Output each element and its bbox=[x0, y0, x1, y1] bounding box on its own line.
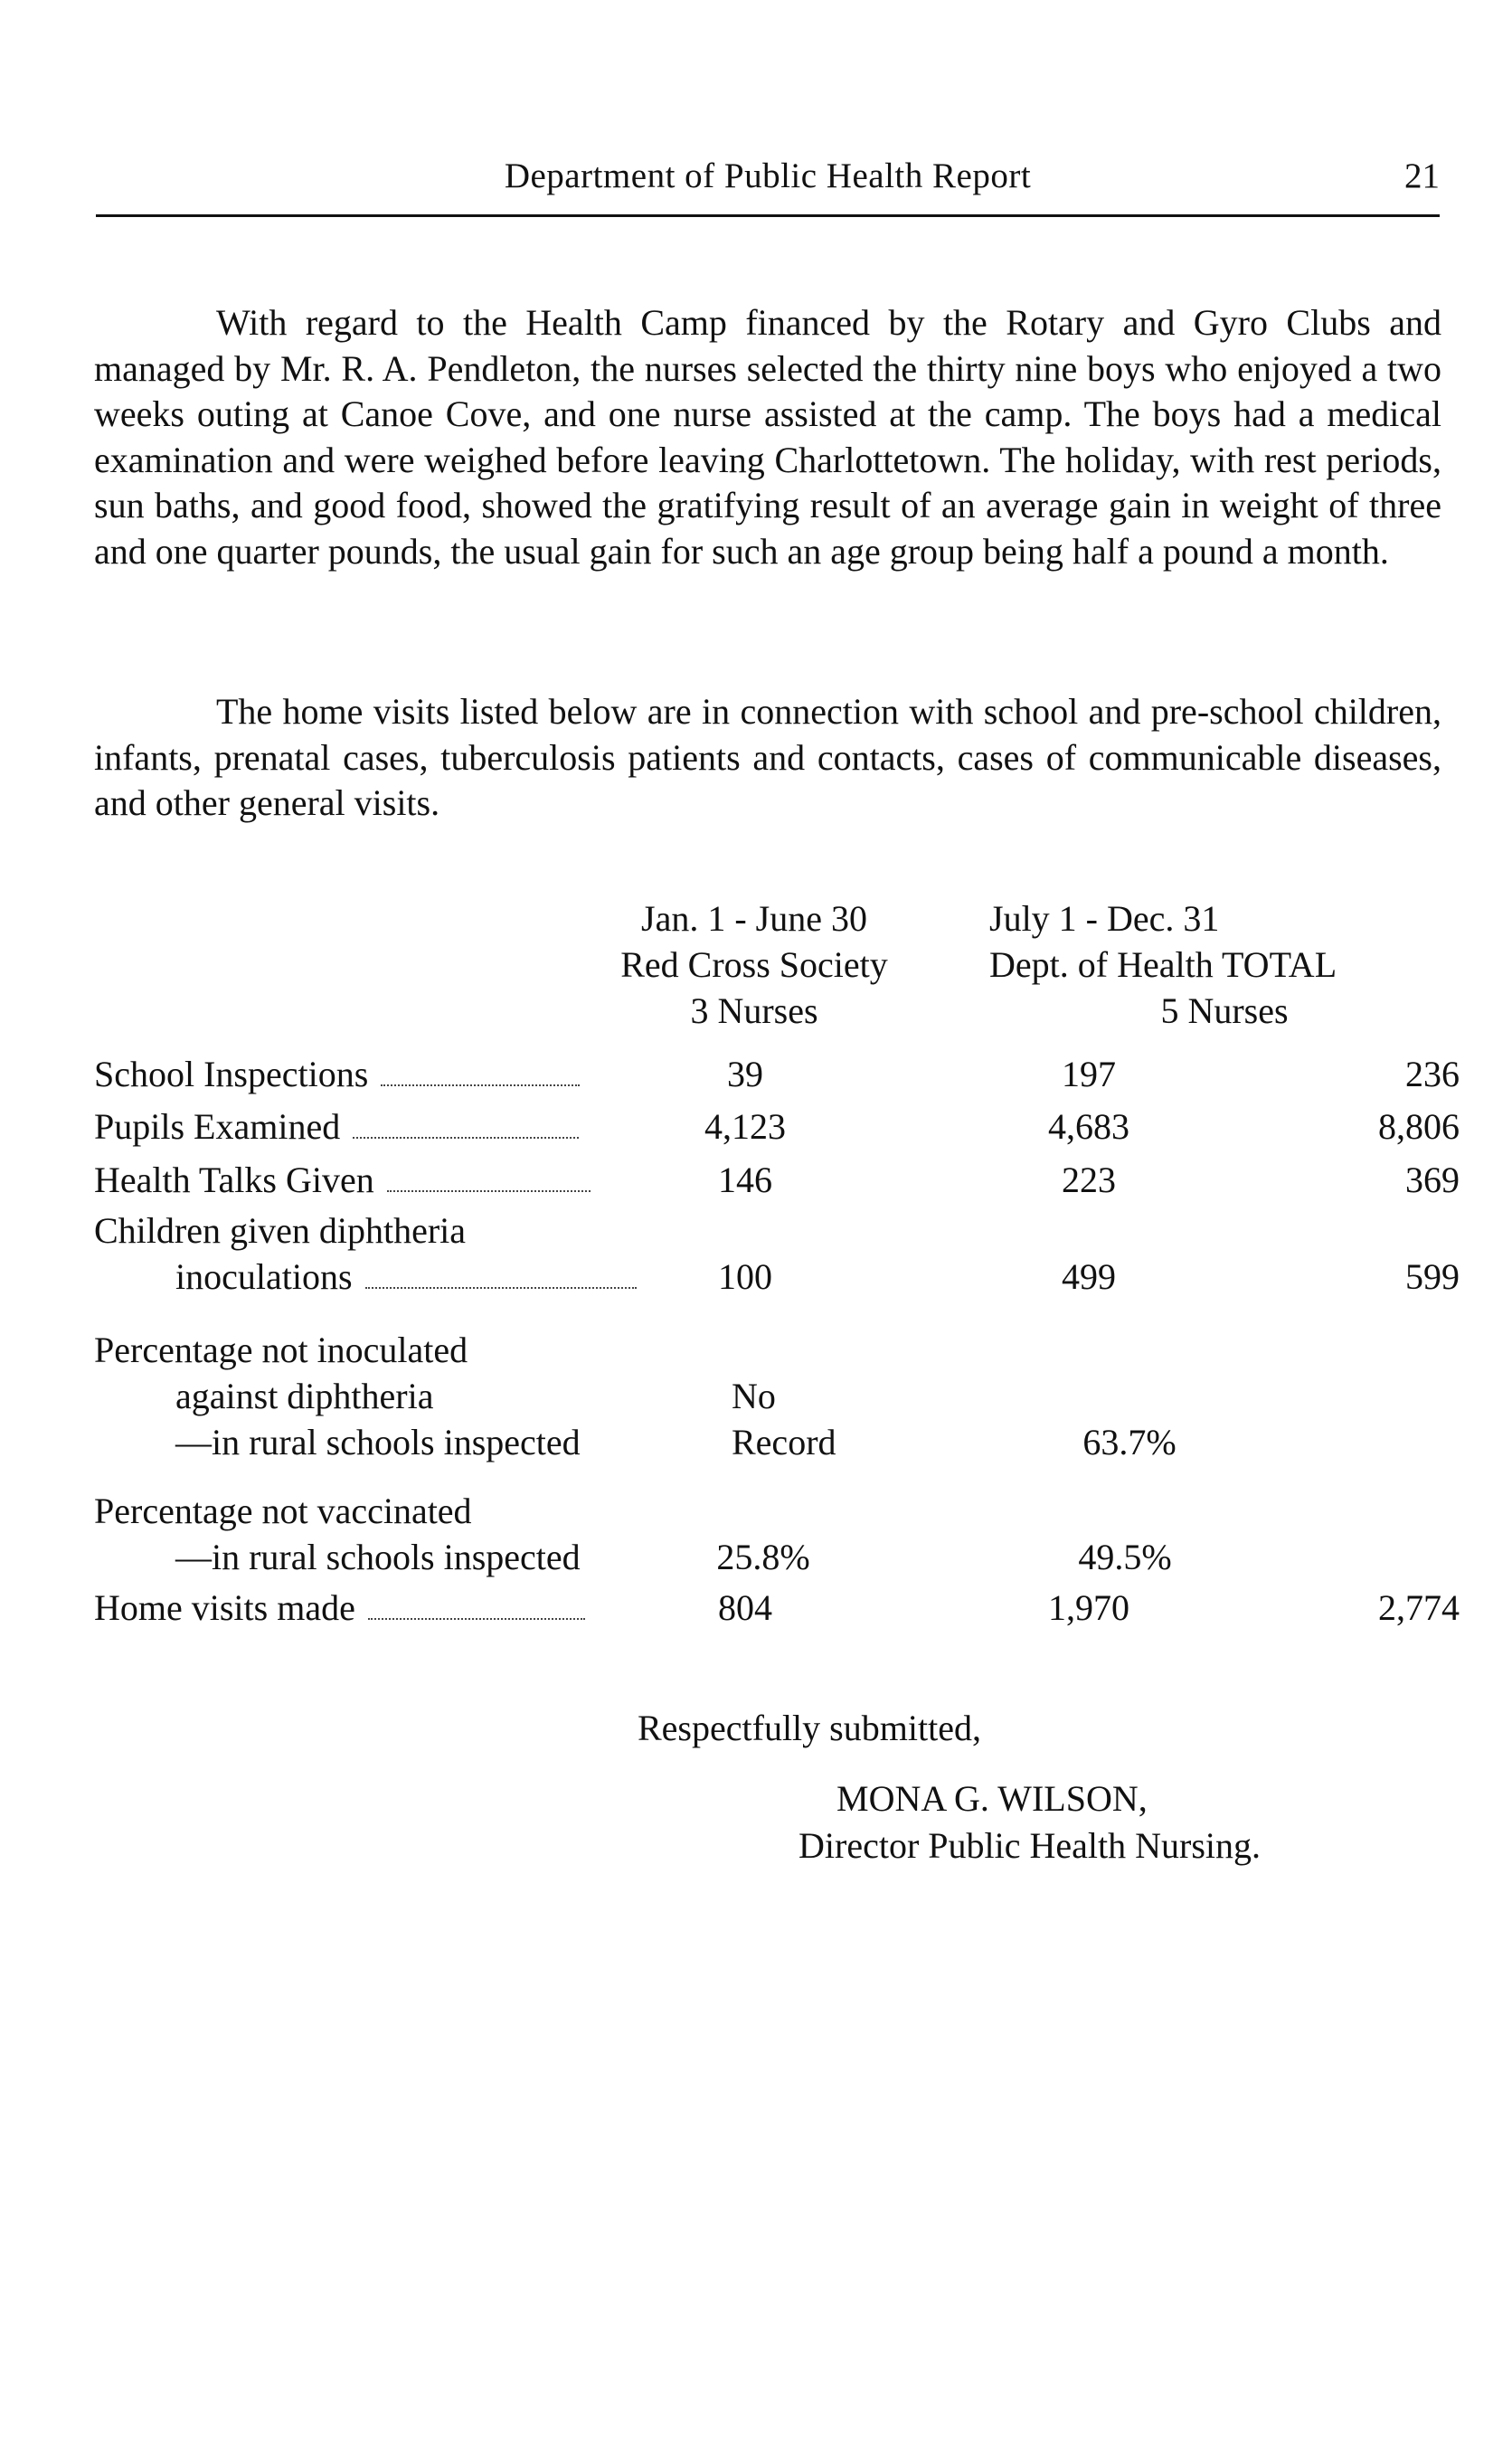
running-title: Department of Public Health Report bbox=[504, 156, 1032, 195]
cell-dept-health: 1,970 bbox=[1048, 1587, 1129, 1628]
signatory-name: MONA G. WILSON, bbox=[836, 1778, 1148, 1819]
cell-total: 2,774 bbox=[1378, 1587, 1460, 1628]
cell-dept-health: 197 bbox=[1062, 1054, 1116, 1094]
cell-total: 236 bbox=[1405, 1054, 1460, 1094]
home-visits-paragraph bbox=[94, 689, 1441, 827]
table-row bbox=[94, 1157, 1460, 1203]
column-header-line: July 1 - Dec. 31 bbox=[989, 898, 1220, 939]
column-header-red-cross bbox=[582, 895, 926, 1034]
row-label-text: Pupils Examined bbox=[94, 1106, 341, 1147]
row-label-text: Children given diphtheria bbox=[94, 1210, 467, 1251]
page-number: 21 bbox=[1404, 156, 1440, 195]
cell-dept-health: 63.7% bbox=[1082, 1422, 1177, 1462]
table-row bbox=[94, 1103, 1460, 1150]
cell-red-cross: 25.8% bbox=[716, 1537, 810, 1577]
row-label bbox=[94, 1327, 581, 1465]
row-label-text: Percentage not inoculated bbox=[94, 1330, 468, 1370]
row-label-text: inoculations bbox=[175, 1256, 353, 1297]
health-camp-paragraph bbox=[94, 300, 1441, 574]
table-row bbox=[94, 1585, 1460, 1631]
table-row bbox=[94, 1207, 1460, 1300]
cell-red-cross: 804 bbox=[718, 1587, 772, 1628]
row-label-continuation bbox=[94, 1254, 637, 1300]
dot-leader bbox=[368, 1617, 585, 1620]
cell-dept-health: 49.5% bbox=[1078, 1537, 1172, 1577]
row-label bbox=[94, 1207, 637, 1300]
signatory-title: Director Public Health Nursing. bbox=[799, 1825, 1261, 1866]
column-header-line: Jan. 1 - June 30 bbox=[641, 898, 867, 939]
row-label-continuation: —in rural schools inspected bbox=[175, 1537, 581, 1577]
running-head bbox=[96, 156, 1440, 206]
row-label bbox=[94, 1103, 579, 1150]
row-label-text: Health Talks Given bbox=[94, 1159, 374, 1200]
row-label bbox=[94, 1488, 581, 1580]
cell-total: 8,806 bbox=[1378, 1106, 1460, 1147]
column-header-line: Dept. of Health TOTAL bbox=[989, 944, 1337, 985]
cell-total: 369 bbox=[1405, 1159, 1460, 1200]
cell-dept-health: 223 bbox=[1062, 1159, 1116, 1200]
cell-red-cross: 39 bbox=[727, 1054, 763, 1094]
cell-red-cross-continued: Record bbox=[732, 1422, 836, 1462]
dot-leader bbox=[365, 1286, 637, 1289]
row-label bbox=[94, 1157, 591, 1203]
row-label-text: Percentage not vaccinated bbox=[94, 1491, 472, 1531]
header-rule bbox=[96, 214, 1440, 217]
row-label-continuation: —in rural schools inspected bbox=[175, 1422, 581, 1462]
row-label bbox=[94, 1051, 580, 1097]
table-row bbox=[94, 1051, 1460, 1097]
cell-red-cross: 146 bbox=[718, 1159, 772, 1200]
cell-red-cross: No bbox=[732, 1376, 776, 1416]
row-label-text: School Inspections bbox=[94, 1054, 369, 1094]
column-header-dept-health bbox=[989, 895, 1460, 1034]
cell-dept-health: 499 bbox=[1062, 1256, 1116, 1297]
column-header-line: 5 Nurses bbox=[1160, 990, 1289, 1031]
row-label bbox=[94, 1585, 585, 1631]
closing-line: Respectfully submitted, bbox=[638, 1708, 981, 1748]
dot-leader bbox=[381, 1084, 580, 1086]
dot-leader bbox=[387, 1189, 591, 1192]
row-label-text: Home visits made bbox=[94, 1587, 355, 1628]
cell-dept-health: 4,683 bbox=[1048, 1106, 1129, 1147]
home-visits-text: The home visits listed below are in connection with school and pre-school children, infants, prenatal cases, tuberculosis patients and contacts, cases of communicable diseases, and other general visits. bbox=[94, 691, 1441, 823]
column-header-line: 3 Nurses bbox=[690, 990, 818, 1031]
table-row bbox=[94, 1327, 1441, 1465]
table-row bbox=[94, 1488, 1441, 1580]
row-label-continuation: against diphtheria bbox=[175, 1376, 434, 1416]
cell-total: 599 bbox=[1405, 1256, 1460, 1297]
cell-red-cross: 4,123 bbox=[704, 1106, 786, 1147]
dot-leader bbox=[353, 1136, 579, 1139]
health-camp-text: With regard to the Health Camp financed by the Rotary and Gyro Clubs and managed by Mr. R. A. Pendleton, the nurses selected the thirty nine boys who enjoyed a two weeks outing at Canoe Cove, and one nurse assisted at the camp. The boys had a medical examination and were weighed before leaving Charlottetown. The holiday, with rest periods, sun baths, and good food, showed the gratifying result of an average gain in weight of three and one quarter pounds, the usual gain for such an age group being half a pound a month. bbox=[94, 302, 1441, 572]
column-header-line: Red Cross Society bbox=[620, 944, 888, 985]
cell-red-cross: 100 bbox=[718, 1256, 772, 1297]
